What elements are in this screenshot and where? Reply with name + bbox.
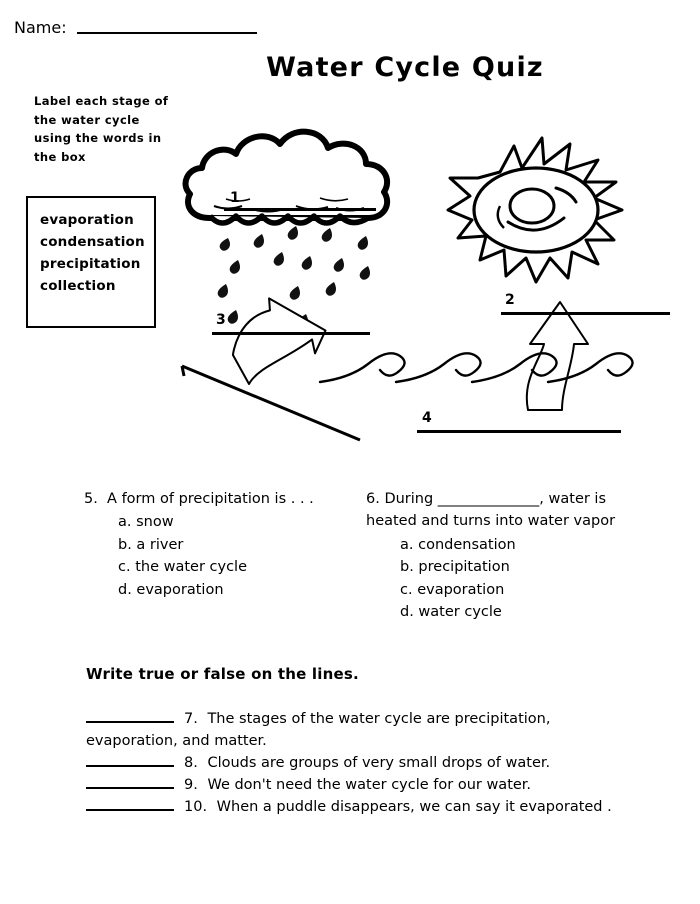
word-bank-item: evaporation (40, 212, 134, 228)
true-false-blank-7[interactable] (86, 708, 174, 723)
ocean-waves-icon (320, 353, 633, 382)
question-6-options (366, 534, 616, 624)
word-bank-item: collection (40, 277, 116, 294)
diagram-answer-line-4[interactable] (417, 430, 621, 433)
question-6-option-b[interactable]: b. precipitation (400, 559, 510, 576)
instructions-line-4: the box (34, 149, 86, 164)
true-false-number-9: 9. (184, 777, 198, 794)
name-blank-line[interactable] (77, 32, 257, 35)
instructions-line-2: the water cycle (34, 112, 140, 127)
true-false-number-8: 8. (184, 755, 198, 772)
diagram-number-2: 2 (505, 292, 515, 308)
question-6-option-c[interactable]: c. evaporation (400, 581, 505, 598)
name-row (14, 18, 257, 37)
diagram-number-1: 1 (230, 190, 240, 206)
word-bank-item: precipitation (40, 255, 141, 272)
question-5-option-c[interactable]: c. the water cycle (118, 559, 247, 576)
diagram-number-3: 3 (216, 312, 226, 328)
diagram-number-4: 4 (422, 410, 432, 426)
true-false-number-10: 10. (184, 799, 208, 816)
question-5-option-a[interactable]: a. snow (118, 514, 174, 531)
true-false-heading: Write true or false on the lines. (86, 665, 359, 683)
sun-icon (448, 138, 622, 282)
true-false-blank-8[interactable] (86, 752, 174, 767)
true-false-text-8: Clouds are groups of very small drops of water. (207, 755, 551, 772)
true-false-number-7: 7. (184, 711, 198, 727)
true-false-item-10 (86, 796, 626, 818)
hillside-tip (182, 366, 184, 376)
true-false-list (86, 708, 626, 818)
true-false-item-9 (86, 774, 626, 796)
question-5 (84, 488, 349, 601)
diagram-answer-line-3[interactable] (212, 332, 370, 335)
question-5-options (84, 511, 349, 601)
true-false-text-7: The stages of the water cycle are precipitation, evaporation, and matter. (86, 711, 551, 750)
arrow-up-icon (527, 302, 588, 410)
question-5-stem: 5. A form of precipitation is . . . (84, 491, 314, 507)
true-false-text-10: When a puddle disappears, we can say it evaporated . (216, 799, 612, 816)
diagram-answer-line-2[interactable] (501, 312, 670, 315)
name-label: Name: (14, 18, 67, 37)
instructions-line-1: Label each stage of (34, 94, 169, 108)
word-bank-item: condensation (40, 233, 145, 250)
question-6-option-a[interactable]: a. condensation (400, 536, 516, 553)
question-6 (366, 488, 616, 624)
true-false-text-9: We don't need the water cycle for our water. (207, 777, 532, 794)
water-cycle-diagram (170, 110, 670, 450)
question-5-option-b[interactable]: b. a river (118, 536, 184, 553)
instructions-line-3: using the words in (34, 131, 162, 146)
true-false-blank-10[interactable] (86, 796, 174, 811)
arrow-down-right-icon (229, 295, 329, 385)
question-5-option-d[interactable]: d. evaporation (118, 581, 224, 598)
instructions-block (34, 92, 184, 167)
hillside-line-icon (182, 366, 360, 440)
true-false-item-7 (86, 708, 626, 752)
true-false-item-8 (86, 752, 626, 774)
diagram-canvas (170, 110, 670, 450)
question-6-stem: 6. During ______________, water is heated and turns into water vapor (366, 491, 616, 530)
true-false-blank-9[interactable] (86, 774, 174, 789)
word-bank-box (26, 196, 156, 328)
diagram-answer-line-1[interactable] (224, 208, 376, 211)
question-6-option-d[interactable]: d. water cycle (400, 604, 502, 621)
page-title: Water Cycle Quiz (266, 52, 544, 83)
